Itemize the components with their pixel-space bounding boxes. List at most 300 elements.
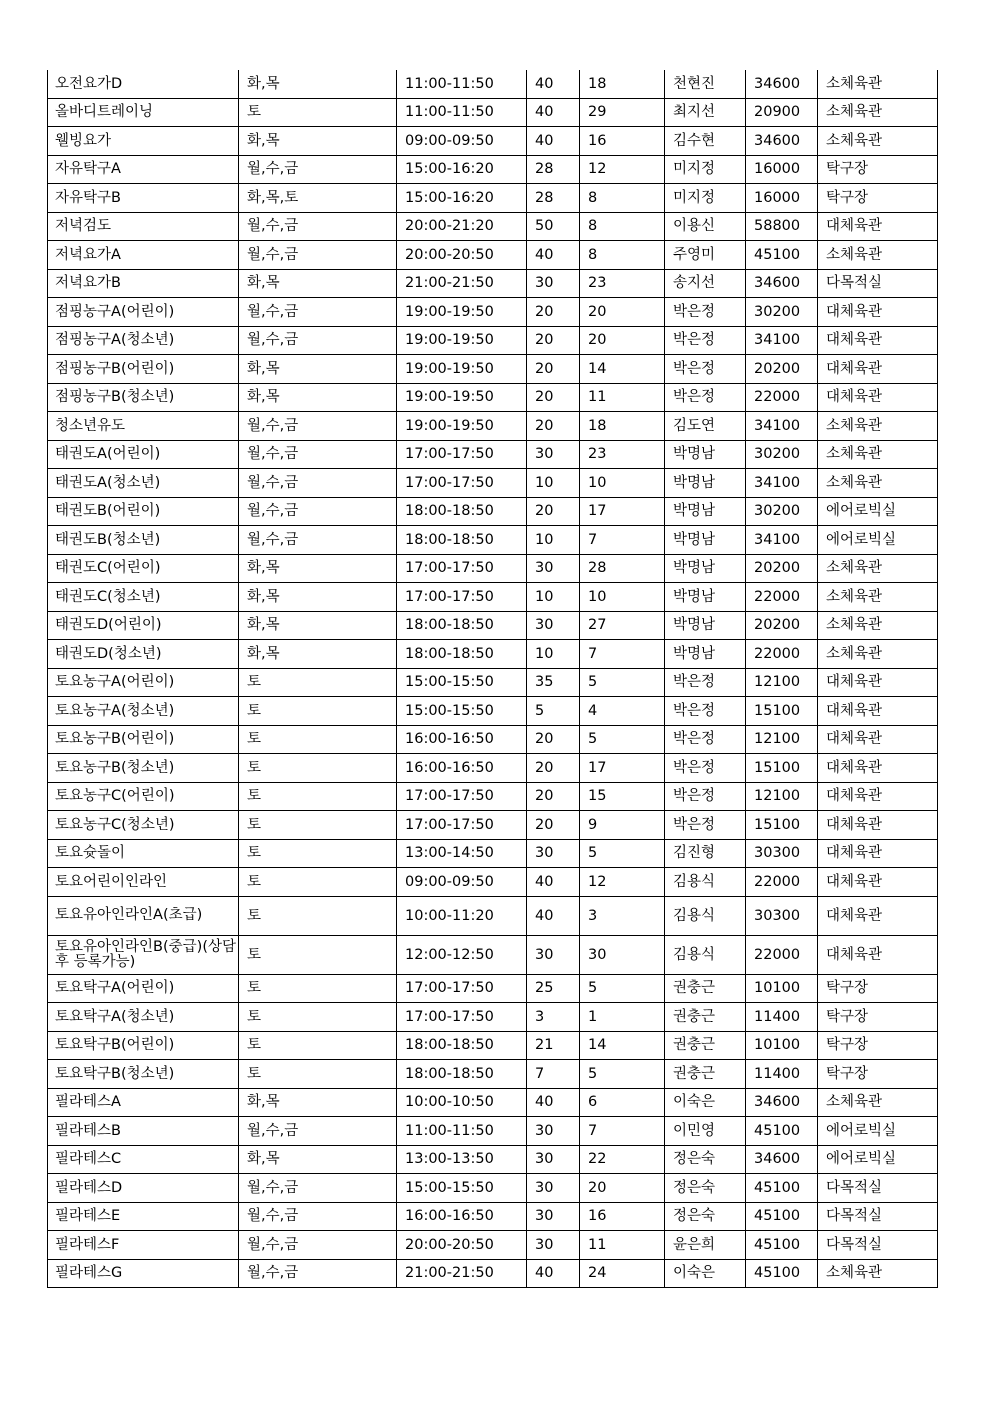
capacity-cell: 28 [527, 184, 580, 213]
capacity-cell: 10 [527, 469, 580, 498]
capacity-cell: 30 [527, 935, 580, 974]
enrolled-cell: 16 [580, 1202, 665, 1231]
program-name-cell: 필라테스B [48, 1117, 239, 1146]
table-row [48, 668, 938, 697]
table-row [48, 298, 938, 327]
table-row [48, 1003, 938, 1032]
enrolled-cell: 18 [580, 412, 665, 441]
table-row [48, 725, 938, 754]
location-cell: 대체육관 [818, 754, 938, 783]
instructor-cell: 정은숙 [665, 1145, 746, 1174]
fee-cell: 45100 [746, 1259, 818, 1288]
capacity-cell: 40 [527, 98, 580, 127]
fee-cell: 45100 [746, 1174, 818, 1203]
location-cell: 소체육관 [818, 98, 938, 127]
fee-cell: 30300 [746, 839, 818, 868]
enrolled-cell: 11 [580, 1231, 665, 1260]
instructor-cell: 박명남 [665, 469, 746, 498]
days-cell: 월,수,금 [239, 1174, 397, 1203]
program-name-cell: 토요어린이인라인 [48, 868, 239, 897]
instructor-cell: 미지정 [665, 155, 746, 184]
instructor-cell: 박명남 [665, 440, 746, 469]
table-row [48, 935, 938, 974]
table-row [48, 526, 938, 555]
program-name-cell: 점핑농구A(어린이) [48, 298, 239, 327]
location-cell: 소체육관 [818, 440, 938, 469]
days-cell: 토 [239, 98, 397, 127]
days-cell: 화,목 [239, 269, 397, 298]
instructor-cell: 김용식 [665, 896, 746, 935]
time-cell: 10:00-11:20 [397, 896, 527, 935]
table-row [48, 184, 938, 213]
capacity-cell: 40 [527, 70, 580, 98]
fee-cell: 22000 [746, 935, 818, 974]
time-cell: 18:00-18:50 [397, 611, 527, 640]
location-cell: 대체육관 [818, 839, 938, 868]
capacity-cell: 20 [527, 412, 580, 441]
program-name-cell: 점핑농구A(청소년) [48, 326, 239, 355]
program-name-cell: 저녁검도 [48, 212, 239, 241]
table-row [48, 212, 938, 241]
table-row [48, 1117, 938, 1146]
enrolled-cell: 5 [580, 839, 665, 868]
days-cell: 토 [239, 868, 397, 897]
time-cell: 17:00-17:50 [397, 811, 527, 840]
table-row [48, 497, 938, 526]
enrolled-cell: 10 [580, 469, 665, 498]
days-cell: 화,목,토 [239, 184, 397, 213]
program-name-cell: 태권도B(어린이) [48, 497, 239, 526]
time-cell: 19:00-19:50 [397, 355, 527, 384]
fee-cell: 34100 [746, 526, 818, 555]
capacity-cell: 7 [527, 1060, 580, 1089]
instructor-cell: 박은정 [665, 298, 746, 327]
location-cell: 소체육관 [818, 469, 938, 498]
location-cell: 소체육관 [818, 70, 938, 98]
fee-cell: 30200 [746, 497, 818, 526]
location-cell: 다목적실 [818, 1174, 938, 1203]
fee-cell: 12100 [746, 668, 818, 697]
enrolled-cell: 5 [580, 725, 665, 754]
days-cell: 토 [239, 1031, 397, 1060]
days-cell: 월,수,금 [239, 497, 397, 526]
days-cell: 토 [239, 725, 397, 754]
capacity-cell: 40 [527, 127, 580, 156]
capacity-cell: 30 [527, 269, 580, 298]
location-cell: 에어로빅실 [818, 1145, 938, 1174]
instructor-cell: 박은정 [665, 668, 746, 697]
program-name-cell: 점핑농구B(어린이) [48, 355, 239, 384]
table-row [48, 754, 938, 783]
days-cell: 화,목 [239, 127, 397, 156]
location-cell: 탁구장 [818, 974, 938, 1003]
enrolled-cell: 3 [580, 896, 665, 935]
enrolled-cell: 10 [580, 583, 665, 612]
enrolled-cell: 22 [580, 1145, 665, 1174]
days-cell: 월,수,금 [239, 469, 397, 498]
enrolled-cell: 23 [580, 269, 665, 298]
enrolled-cell: 17 [580, 497, 665, 526]
capacity-cell: 40 [527, 241, 580, 270]
instructor-cell: 최지선 [665, 98, 746, 127]
location-cell: 탁구장 [818, 1060, 938, 1089]
days-cell: 월,수,금 [239, 326, 397, 355]
time-cell: 13:00-13:50 [397, 1145, 527, 1174]
time-cell: 18:00-18:50 [397, 1031, 527, 1060]
time-cell: 16:00-16:50 [397, 1202, 527, 1231]
enrolled-cell: 20 [580, 1174, 665, 1203]
location-cell: 소체육관 [818, 611, 938, 640]
table-row [48, 70, 938, 98]
fee-cell: 30200 [746, 440, 818, 469]
fee-cell: 22000 [746, 383, 818, 412]
days-cell: 월,수,금 [239, 440, 397, 469]
days-cell: 화,목 [239, 355, 397, 384]
location-cell: 대체육관 [818, 383, 938, 412]
fee-cell: 20900 [746, 98, 818, 127]
program-name-cell: 토요슛돌이 [48, 839, 239, 868]
enrolled-cell: 16 [580, 127, 665, 156]
enrolled-cell: 7 [580, 640, 665, 669]
fee-cell: 30200 [746, 298, 818, 327]
enrolled-cell: 5 [580, 668, 665, 697]
capacity-cell: 30 [527, 1174, 580, 1203]
program-name-cell: 토요탁구A(청소년) [48, 1003, 239, 1032]
table-row [48, 1202, 938, 1231]
location-cell: 대체육관 [818, 697, 938, 726]
table-row [48, 1174, 938, 1203]
instructor-cell: 정은숙 [665, 1174, 746, 1203]
table-row [48, 868, 938, 897]
time-cell: 15:00-16:20 [397, 155, 527, 184]
enrolled-cell: 29 [580, 98, 665, 127]
time-cell: 17:00-17:50 [397, 469, 527, 498]
days-cell: 토 [239, 896, 397, 935]
table-row [48, 412, 938, 441]
days-cell: 월,수,금 [239, 1231, 397, 1260]
instructor-cell: 박은정 [665, 725, 746, 754]
program-name-cell: 저녁요가A [48, 241, 239, 270]
fee-cell: 45100 [746, 1117, 818, 1146]
days-cell: 월,수,금 [239, 526, 397, 555]
location-cell: 대체육관 [818, 868, 938, 897]
time-cell: 18:00-18:50 [397, 1060, 527, 1089]
table-row [48, 896, 938, 935]
capacity-cell: 10 [527, 526, 580, 555]
program-schedule-table [47, 70, 938, 1288]
enrolled-cell: 8 [580, 212, 665, 241]
program-name-cell: 토요농구C(청소년) [48, 811, 239, 840]
enrolled-cell: 12 [580, 155, 665, 184]
program-name-cell: 토요유아인라인B(중급)(상담 후 등록가능) [48, 935, 239, 974]
location-cell: 대체육관 [818, 896, 938, 935]
enrolled-cell: 8 [580, 184, 665, 213]
program-name-cell: 태권도C(어린이) [48, 554, 239, 583]
capacity-cell: 20 [527, 383, 580, 412]
table-row [48, 1031, 938, 1060]
capacity-cell: 30 [527, 839, 580, 868]
program-name-cell: 토요농구A(청소년) [48, 697, 239, 726]
days-cell: 월,수,금 [239, 241, 397, 270]
capacity-cell: 20 [527, 355, 580, 384]
time-cell: 15:00-15:50 [397, 697, 527, 726]
fee-cell: 22000 [746, 868, 818, 897]
time-cell: 10:00-10:50 [397, 1088, 527, 1117]
days-cell: 화,목 [239, 383, 397, 412]
capacity-cell: 20 [527, 811, 580, 840]
fee-cell: 45100 [746, 241, 818, 270]
capacity-cell: 21 [527, 1031, 580, 1060]
table-row [48, 127, 938, 156]
instructor-cell: 박명남 [665, 611, 746, 640]
program-name-cell: 토요농구A(어린이) [48, 668, 239, 697]
days-cell: 월,수,금 [239, 1117, 397, 1146]
fee-cell: 34600 [746, 70, 818, 98]
enrolled-cell: 7 [580, 1117, 665, 1146]
days-cell: 토 [239, 697, 397, 726]
instructor-cell: 박은정 [665, 326, 746, 355]
days-cell: 토 [239, 839, 397, 868]
enrolled-cell: 11 [580, 383, 665, 412]
capacity-cell: 20 [527, 782, 580, 811]
days-cell: 토 [239, 668, 397, 697]
location-cell: 대체육관 [818, 811, 938, 840]
location-cell: 탁구장 [818, 155, 938, 184]
instructor-cell: 천현진 [665, 70, 746, 98]
fee-cell: 15100 [746, 697, 818, 726]
enrolled-cell: 20 [580, 298, 665, 327]
location-cell: 소체육관 [818, 554, 938, 583]
table-row [48, 1145, 938, 1174]
fee-cell: 10100 [746, 974, 818, 1003]
instructor-cell: 박은정 [665, 782, 746, 811]
program-name-cell: 토요탁구A(어린이) [48, 974, 239, 1003]
location-cell: 다목적실 [818, 269, 938, 298]
capacity-cell: 20 [527, 326, 580, 355]
fee-cell: 11400 [746, 1060, 818, 1089]
location-cell: 대체육관 [818, 355, 938, 384]
instructor-cell: 이용신 [665, 212, 746, 241]
fee-cell: 20200 [746, 355, 818, 384]
fee-cell: 45100 [746, 1231, 818, 1260]
fee-cell: 30300 [746, 896, 818, 935]
days-cell: 월,수,금 [239, 298, 397, 327]
program-name-cell: 토요농구B(청소년) [48, 754, 239, 783]
instructor-cell: 미지정 [665, 184, 746, 213]
program-name-cell: 저녁요가B [48, 269, 239, 298]
location-cell: 다목적실 [818, 1231, 938, 1260]
program-name-cell: 태권도B(청소년) [48, 526, 239, 555]
capacity-cell: 30 [527, 1145, 580, 1174]
table-row [48, 269, 938, 298]
table-row [48, 583, 938, 612]
days-cell: 토 [239, 1060, 397, 1089]
time-cell: 17:00-17:50 [397, 554, 527, 583]
program-name-cell: 토요탁구B(청소년) [48, 1060, 239, 1089]
location-cell: 탁구장 [818, 1003, 938, 1032]
enrolled-cell: 20 [580, 326, 665, 355]
table-row [48, 811, 938, 840]
enrolled-cell: 5 [580, 974, 665, 1003]
fee-cell: 20200 [746, 611, 818, 640]
capacity-cell: 5 [527, 697, 580, 726]
capacity-cell: 10 [527, 583, 580, 612]
instructor-cell: 김용식 [665, 868, 746, 897]
enrolled-cell: 15 [580, 782, 665, 811]
fee-cell: 16000 [746, 184, 818, 213]
days-cell: 화,목 [239, 583, 397, 612]
program-name-cell: 필라테스E [48, 1202, 239, 1231]
time-cell: 15:00-15:50 [397, 1174, 527, 1203]
enrolled-cell: 24 [580, 1259, 665, 1288]
time-cell: 09:00-09:50 [397, 868, 527, 897]
table-row [48, 1060, 938, 1089]
table-row [48, 469, 938, 498]
location-cell: 탁구장 [818, 1031, 938, 1060]
location-cell: 탁구장 [818, 184, 938, 213]
location-cell: 에어로빅실 [818, 526, 938, 555]
program-name-cell: 태권도A(청소년) [48, 469, 239, 498]
program-name-cell: 필라테스A [48, 1088, 239, 1117]
fee-cell: 34600 [746, 1145, 818, 1174]
enrolled-cell: 18 [580, 70, 665, 98]
location-cell: 대체육관 [818, 668, 938, 697]
instructor-cell: 정은숙 [665, 1202, 746, 1231]
instructor-cell: 권충근 [665, 1003, 746, 1032]
instructor-cell: 박은정 [665, 697, 746, 726]
capacity-cell: 3 [527, 1003, 580, 1032]
time-cell: 16:00-16:50 [397, 754, 527, 783]
days-cell: 월,수,금 [239, 155, 397, 184]
program-name-cell: 웰빙요가 [48, 127, 239, 156]
instructor-cell: 주영미 [665, 241, 746, 270]
time-cell: 19:00-19:50 [397, 298, 527, 327]
time-cell: 17:00-17:50 [397, 583, 527, 612]
table-row [48, 640, 938, 669]
days-cell: 토 [239, 974, 397, 1003]
time-cell: 19:00-19:50 [397, 326, 527, 355]
location-cell: 에어로빅실 [818, 1117, 938, 1146]
fee-cell: 20200 [746, 554, 818, 583]
days-cell: 월,수,금 [239, 212, 397, 241]
instructor-cell: 박은정 [665, 754, 746, 783]
program-name-cell: 오전요가D [48, 70, 239, 98]
instructor-cell: 김진형 [665, 839, 746, 868]
table-row [48, 839, 938, 868]
time-cell: 17:00-17:50 [397, 974, 527, 1003]
days-cell: 월,수,금 [239, 412, 397, 441]
fee-cell: 15100 [746, 811, 818, 840]
location-cell: 소체육관 [818, 640, 938, 669]
fee-cell: 58800 [746, 212, 818, 241]
instructor-cell: 이민영 [665, 1117, 746, 1146]
time-cell: 19:00-19:50 [397, 412, 527, 441]
location-cell: 대체육관 [818, 212, 938, 241]
time-cell: 12:00-12:50 [397, 935, 527, 974]
days-cell: 화,목 [239, 1088, 397, 1117]
instructor-cell: 박은정 [665, 383, 746, 412]
enrolled-cell: 28 [580, 554, 665, 583]
instructor-cell: 권충근 [665, 1031, 746, 1060]
time-cell: 20:00-20:50 [397, 1231, 527, 1260]
program-name-cell: 토요농구B(어린이) [48, 725, 239, 754]
time-cell: 18:00-18:50 [397, 497, 527, 526]
time-cell: 09:00-09:50 [397, 127, 527, 156]
program-name-cell: 필라테스G [48, 1259, 239, 1288]
time-cell: 17:00-17:50 [397, 1003, 527, 1032]
location-cell: 다목적실 [818, 1202, 938, 1231]
program-name-cell: 태권도A(어린이) [48, 440, 239, 469]
capacity-cell: 20 [527, 725, 580, 754]
fee-cell: 34100 [746, 326, 818, 355]
fee-cell: 34100 [746, 469, 818, 498]
location-cell: 소체육관 [818, 1259, 938, 1288]
days-cell: 토 [239, 1003, 397, 1032]
time-cell: 15:00-15:50 [397, 668, 527, 697]
enrolled-cell: 5 [580, 1060, 665, 1089]
days-cell: 화,목 [239, 1145, 397, 1174]
fee-cell: 12100 [746, 782, 818, 811]
capacity-cell: 25 [527, 974, 580, 1003]
location-cell: 소체육관 [818, 241, 938, 270]
time-cell: 11:00-11:50 [397, 70, 527, 98]
location-cell: 소체육관 [818, 1088, 938, 1117]
time-cell: 18:00-18:50 [397, 640, 527, 669]
instructor-cell: 송지선 [665, 269, 746, 298]
time-cell: 21:00-21:50 [397, 1259, 527, 1288]
instructor-cell: 박명남 [665, 526, 746, 555]
days-cell: 토 [239, 935, 397, 974]
enrolled-cell: 30 [580, 935, 665, 974]
location-cell: 에어로빅실 [818, 497, 938, 526]
enrolled-cell: 6 [580, 1088, 665, 1117]
days-cell: 화,목 [239, 70, 397, 98]
fee-cell: 22000 [746, 583, 818, 612]
days-cell: 월,수,금 [239, 1202, 397, 1231]
table-row [48, 1088, 938, 1117]
capacity-cell: 30 [527, 611, 580, 640]
program-name-cell: 토요농구C(어린이) [48, 782, 239, 811]
instructor-cell: 박명남 [665, 554, 746, 583]
time-cell: 11:00-11:50 [397, 98, 527, 127]
table-row [48, 782, 938, 811]
capacity-cell: 20 [527, 298, 580, 327]
days-cell: 화,목 [239, 640, 397, 669]
time-cell: 11:00-11:50 [397, 1117, 527, 1146]
enrolled-cell: 17 [580, 754, 665, 783]
instructor-cell: 박은정 [665, 355, 746, 384]
instructor-cell: 김도연 [665, 412, 746, 441]
table-row [48, 155, 938, 184]
capacity-cell: 35 [527, 668, 580, 697]
table-row [48, 440, 938, 469]
enrolled-cell: 14 [580, 355, 665, 384]
instructor-cell: 박명남 [665, 497, 746, 526]
capacity-cell: 20 [527, 754, 580, 783]
instructor-cell: 김수현 [665, 127, 746, 156]
enrolled-cell: 8 [580, 241, 665, 270]
capacity-cell: 30 [527, 1231, 580, 1260]
days-cell: 토 [239, 754, 397, 783]
instructor-cell: 이숙은 [665, 1088, 746, 1117]
fee-cell: 12100 [746, 725, 818, 754]
enrolled-cell: 14 [580, 1031, 665, 1060]
capacity-cell: 40 [527, 896, 580, 935]
fee-cell: 11400 [746, 1003, 818, 1032]
location-cell: 대체육관 [818, 725, 938, 754]
location-cell: 대체육관 [818, 326, 938, 355]
days-cell: 토 [239, 811, 397, 840]
